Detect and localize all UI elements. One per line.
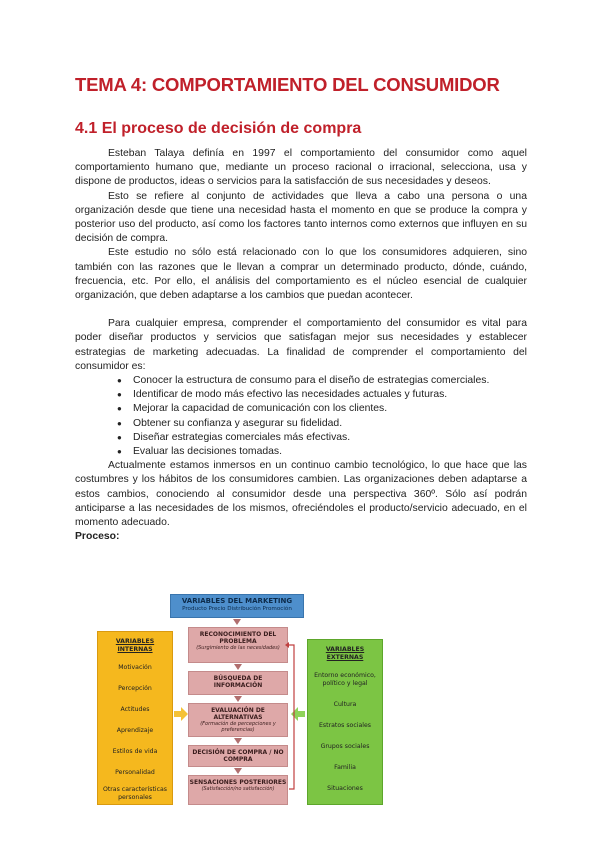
internas-item: Aprendizaje — [116, 727, 154, 734]
internal-variables-box — [97, 631, 173, 805]
list-item: ● Obtener su confianza y asegurar su fidelidad. — [119, 417, 527, 431]
arrow-right-icon — [174, 707, 188, 721]
page-title: TEMA 4: COMPORTAMIENTO DEL CONSUMIDOR — [75, 74, 500, 95]
step-recognition — [188, 627, 288, 663]
process-diagram — [97, 583, 395, 807]
internas-item: Personalidad — [115, 769, 155, 776]
arrow-down-icon — [234, 664, 242, 670]
arrow-down-icon — [234, 768, 242, 774]
step-subtitle: (Satisfacción/no satisfacción) — [201, 786, 275, 792]
externas-item: Estratos sociales — [319, 722, 371, 729]
step-title: SENSACIONES POSTERIORES — [189, 779, 287, 786]
step-search — [188, 671, 288, 695]
list-item: ● Diseñar estrategias comerciales más efectivas. — [119, 431, 527, 445]
internas-item: Motivación — [118, 664, 152, 671]
list-item: ● Mejorar la capacidad de comunicación con los clientes. — [119, 402, 527, 416]
step-title: RECONOCIMIENTO DEL PROBLEMA — [199, 631, 277, 645]
externas-item: Familia — [334, 764, 356, 771]
internas-item: Estilos de vida — [112, 748, 158, 755]
internas-title: VARIABLES INTERNAS — [115, 638, 155, 653]
external-variables-box — [307, 639, 383, 805]
internas-item: Actitudes — [120, 706, 150, 713]
step-decision — [188, 745, 288, 767]
step-title: EVALUACIÓN DE ALTERNATIVAS — [211, 707, 265, 721]
section-title: 4.1 El proceso de decisión de compra — [75, 120, 362, 137]
internas-item: Percepción — [118, 685, 152, 692]
externas-title: VARIABLES EXTERNAS — [325, 646, 365, 661]
step-post-purchase — [188, 775, 288, 805]
step-title: BÚSQUEDA DE INFORMACIÓN — [213, 675, 263, 689]
paragraph: Esto se refiere al conjunto de actividades que lleva a cabo una persona o una organización desde que tiene una necesidad hasta el momento en que se produce la compra y posterior uso del producto, así como los factores tanto internos como externos que influyen en su decisión de compra. — [75, 190, 527, 245]
internas-item: Otras características personales — [102, 786, 168, 801]
proceso-label: Proceso: — [75, 531, 120, 543]
externas-item: Cultura — [333, 701, 357, 708]
feedback-arrow-icon — [285, 641, 299, 793]
marketing-title: VARIABLES DEL MARKETING — [181, 597, 293, 605]
step-subtitle: (Surgimiento de las necesidades) — [196, 645, 280, 651]
marketing-variables-box — [170, 594, 304, 618]
paragraph: Para cualquier empresa, comprender el comportamiento del consumidor es vital para poder diseñar productos y servicios que satisfagan mejor sus necesidades y establecer estrategias de marketing adecuadas. La finalidad de comprender el comportamiento del consumidor es: — [75, 318, 527, 372]
marketing-subtitle: Producto Precio Distribución Promoción — [182, 606, 292, 612]
step-evaluation — [188, 703, 288, 737]
externas-item: Grupos sociales — [320, 743, 370, 750]
arrow-down-icon — [234, 696, 242, 702]
step-title: DECISIÓN DE COMPRA / NO COMPRA — [192, 749, 284, 763]
body-text — [75, 147, 527, 544]
paragraph: Este estudio no sólo está relacionado con lo que los consumidores adquieren, sino también con las razones que le llevan a comprar un determinado producto, dónde, cuándo, frecuencia, etc. Por ello, el análisis del comportamiento es el núcleo esencial de cualquier organización, que deben adaptarse a los cambios que puedan acontecer. — [75, 247, 527, 302]
step-subtitle: (Formación de percepciones y preferencias) — [200, 721, 276, 733]
arrow-down-icon — [234, 738, 242, 744]
bullet-list — [75, 374, 527, 459]
arrow-down-icon — [233, 619, 241, 625]
paragraph: Esteban Talaya definía en 1997 el comportamiento del consumidor como aquel comportamiento humano que, mediante un proceso racional o irracional, selecciona, usa y dispone de productos, ideas o servicios para la satisfacción de sus necesidades y deseos. — [75, 148, 527, 188]
list-item: ● Identificar de modo más efectivo las necesidades actuales y futuras. — [119, 388, 527, 402]
list-item: ● Evaluar las decisiones tomadas. — [119, 445, 527, 459]
paragraph: Actualmente estamos inmersos en un continuo cambio tecnológico, lo que hace que las costumbres y los hábitos de los consumidores cambien. Las organizaciones deben adaptarse a estos cambios, conociendo al consumidor desde una perspectiva 360º. Sólo así podrán anticiparse a las necesidades de los mismos, ofreciéndoles el producto/servicio adecuado, en el momento adecuado. — [75, 460, 527, 529]
list-item: ● Conocer la estructura de consumo para el diseño de estrategias comerciales. — [119, 374, 527, 388]
externas-item: Situaciones — [327, 785, 363, 792]
externas-item: Entorno económico, político y legal — [314, 672, 376, 687]
